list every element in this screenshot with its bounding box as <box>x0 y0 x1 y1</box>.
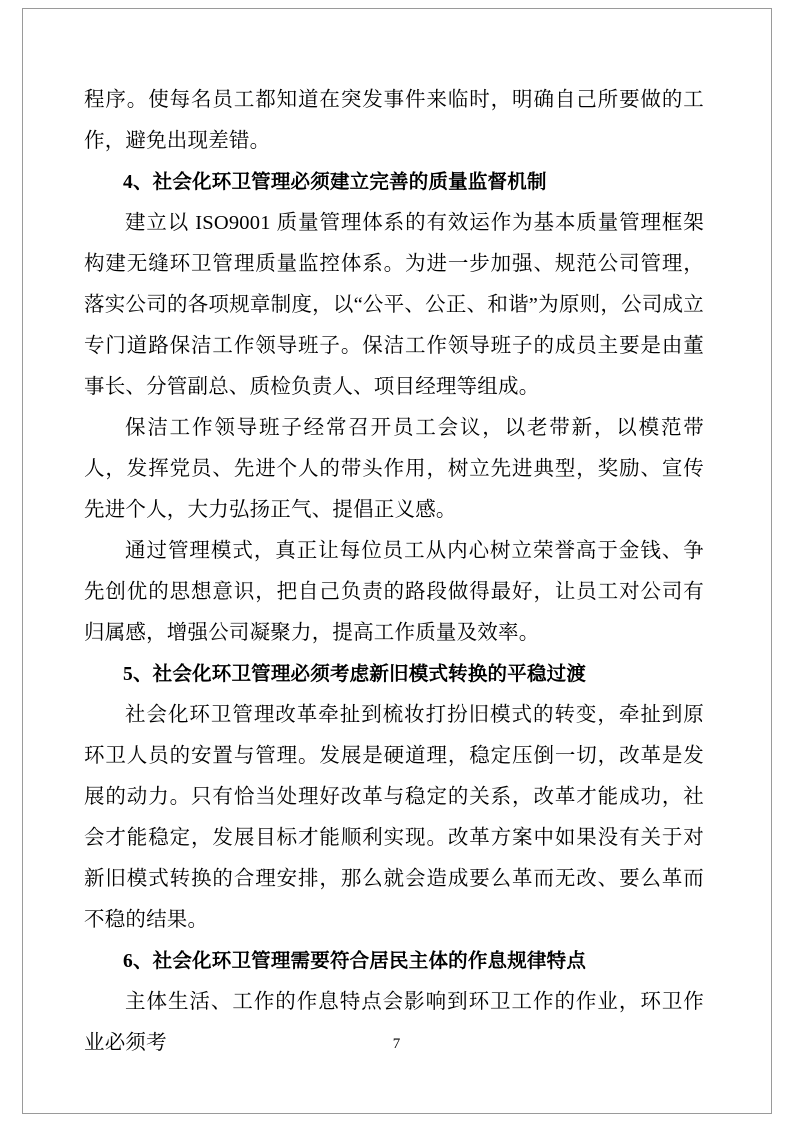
paragraph-5: 社会化环卫管理改革牵扯到梳妆打扮旧模式的转变，牵扯到原环卫人员的安置与管理。发展是硬道理，稳定压倒一切，改革是发展的动力。只有恰当处理好改革与稳定的关系，改革才能成功，社会才能稳定，发展目标才能顺利实现。改革方案中如果没有关于对新旧模式转换的合理安排，那么就会造成要么革而无改、要么革而不稳的结果。 <box>84 704 704 931</box>
page-number: 7 <box>392 1036 401 1052</box>
paragraph-1: 程序。使每名员工都知道在突发事件来临时，明确自己所要做的工作，避免出现差错。 <box>84 89 704 152</box>
heading-item-4: 4、社会化环卫管理必须建立完善的质量监督机制 <box>123 172 547 193</box>
paragraph-6: 主体生活、工作的作息特点会影响到环卫工作的作业，环卫作业必须考 <box>84 991 704 1054</box>
paragraph-3: 保洁工作领导班子经常召开员工会议，以老带新，以模范带人，发挥党员、先进个人的带头作用，树立先进典型，奖励、宣传先进个人，大力弘扬正气、提倡正义感。 <box>84 417 704 521</box>
heading-item-5: 5、社会化环卫管理必须考虑新旧模式转换的平稳过渡 <box>123 664 587 685</box>
document-body <box>84 80 704 1064</box>
heading-item-6: 6、社会化环卫管理需要符合居民主体的作息规律特点 <box>123 951 587 972</box>
paragraph-4: 通过管理模式，真正让每位员工从内心树立荣誉高于金钱、争先创优的思想意识，把自己负责的路段做得最好，让员工对公司有归属感，增强公司凝聚力，提高工作质量及效率。 <box>84 540 704 644</box>
paragraph-2: 建立以 ISO9001 质量管理体系的有效运作为基本质量管理框架构建无缝环卫管理质量监控体系。为进一步加强、规范公司管理，落实公司的各项规章制度，以“公平、公正、和谐”为原则，公司成立专门道路保洁工作领导班子。保洁工作领导班子的成员主要是由董事长、分管副总、质检负责人、项目经理等组成。 <box>84 212 704 398</box>
